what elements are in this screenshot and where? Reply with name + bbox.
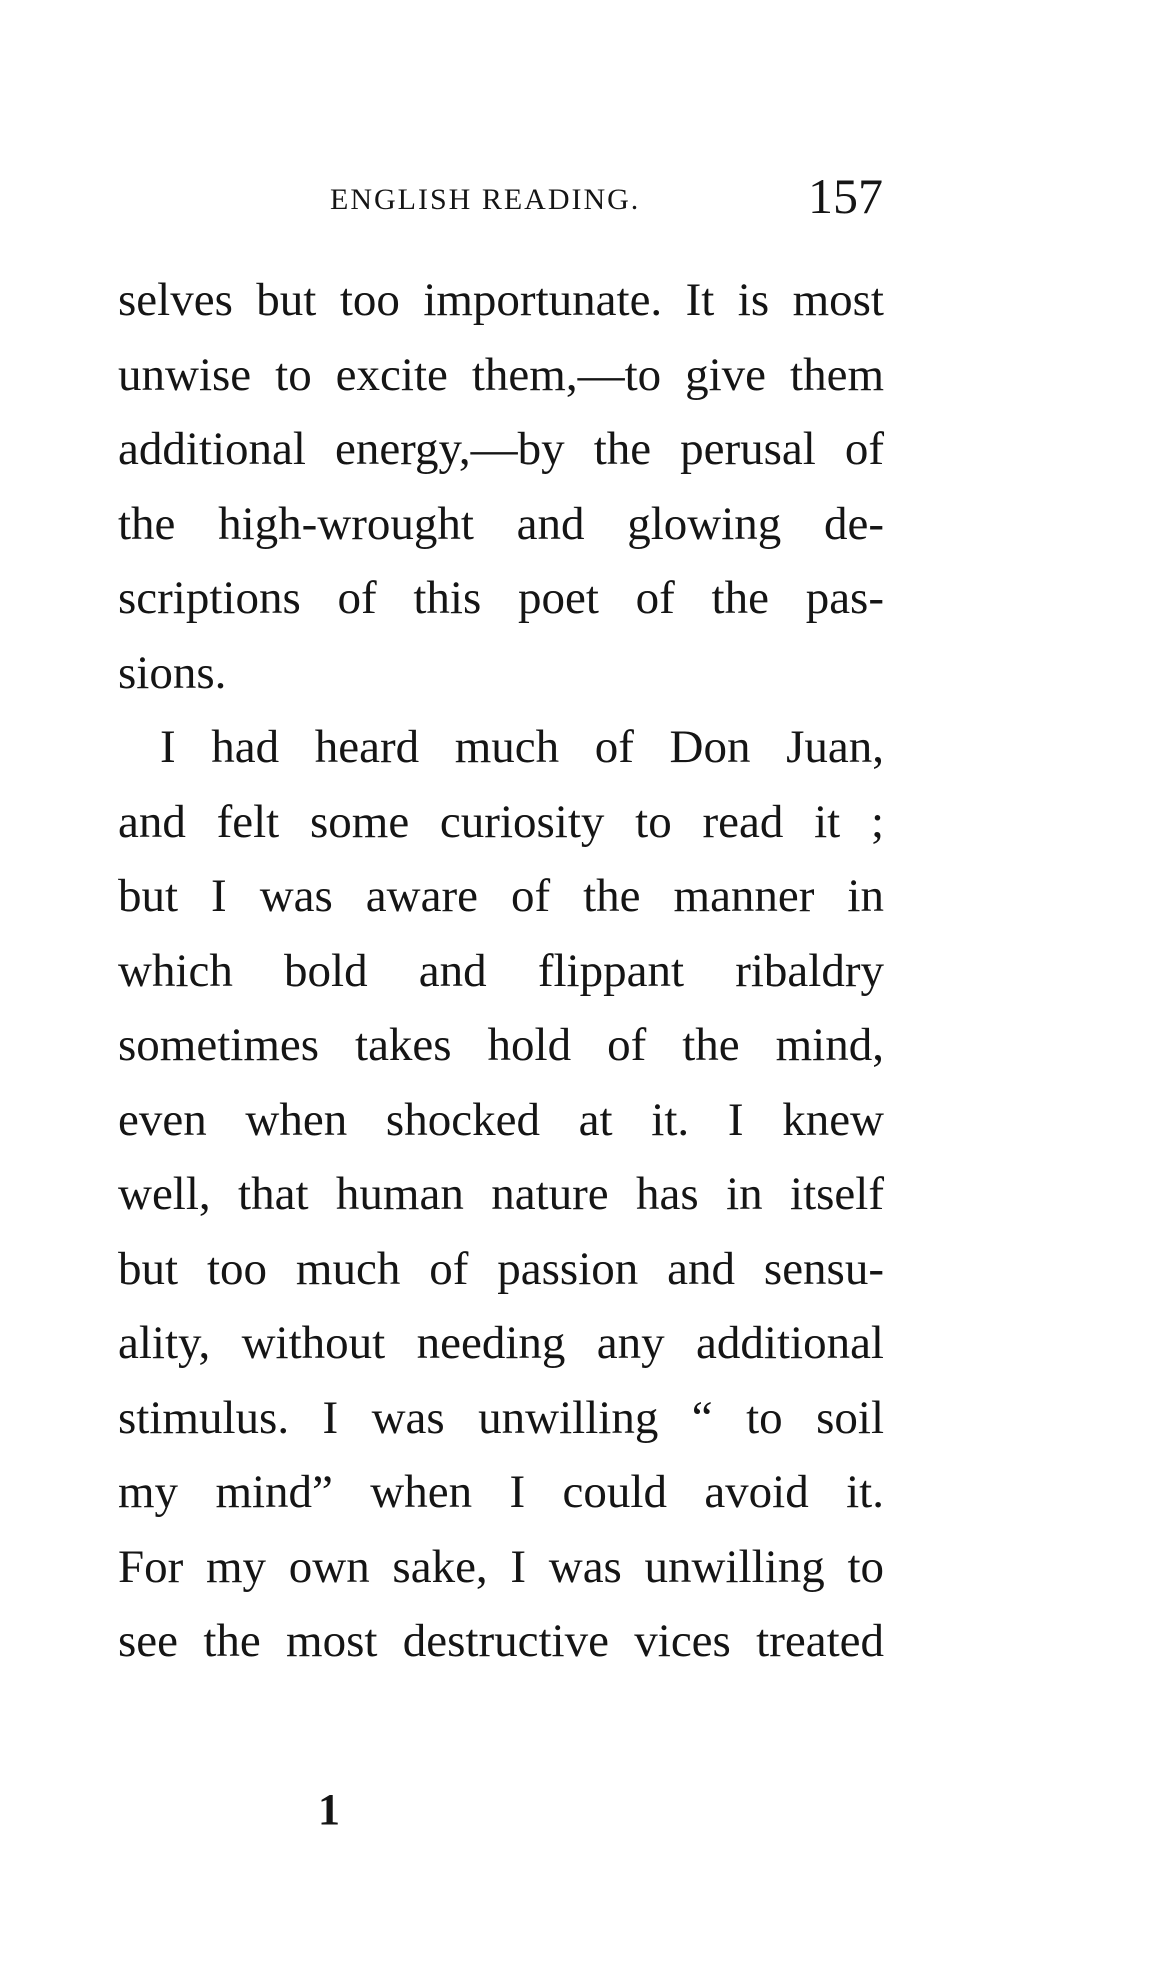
text-line: sions. — [118, 646, 227, 699]
text-line: ality, without needing any additional — [118, 1317, 884, 1369]
text-line: but I was aware of the manner in — [118, 870, 884, 922]
text-line: my mind” when I could avoid it. — [118, 1466, 884, 1518]
text-line: but too much of passion and sensu- — [118, 1242, 884, 1295]
text-line: unwise to excite them,—to give them — [118, 348, 884, 401]
text-line: additional energy,—by the perusal of — [118, 423, 884, 475]
text-line: the high-wrought and glowing de- — [118, 497, 884, 550]
page-number: 157 — [808, 168, 883, 224]
signature-mark: 1 — [318, 1785, 340, 1834]
text-line: scriptions of this poet of the pas- — [118, 572, 884, 624]
text-line: For my own sake, I was unwilling to — [118, 1540, 884, 1593]
text-line: stimulus. I was unwilling “ to soil — [118, 1391, 884, 1444]
text-line: sometimes takes hold of the mind, — [118, 1019, 884, 1071]
running-head: ENGLISH READING. — [330, 183, 641, 216]
text-line: I had heard much of Don Juan, — [160, 721, 884, 773]
text-line: selves but too importunate. It is most — [118, 274, 884, 326]
text-line: which bold and flippant ribaldry — [118, 944, 884, 997]
text-line: see the most destructive vices treated — [118, 1615, 884, 1667]
text-line: and felt some curiosity to read it ; — [118, 795, 884, 848]
text-line: well, that human nature has in itself — [118, 1168, 884, 1220]
body-text — [118, 263, 884, 1679]
text-line: even when shocked at it. I knew — [118, 1093, 884, 1146]
